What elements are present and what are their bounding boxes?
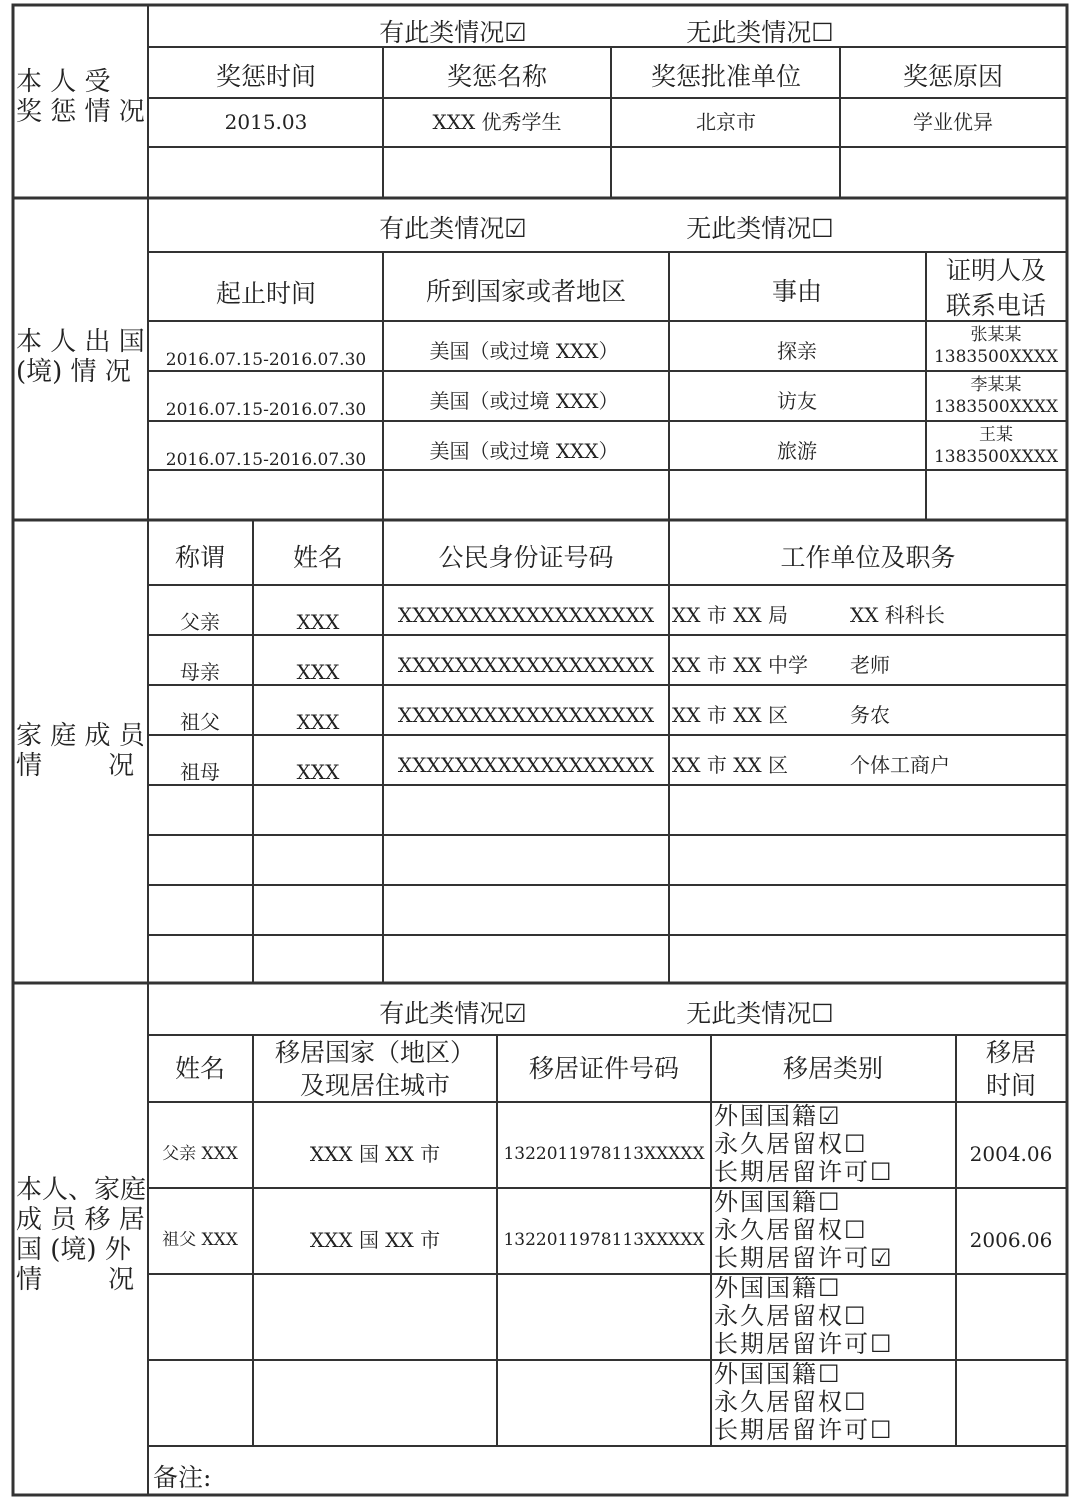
- family-section-label: 家 庭 成 员 情 况: [16, 721, 145, 781]
- family-row-position: 老师: [850, 653, 890, 677]
- family-row-position: 个体工商户: [850, 753, 950, 777]
- migration-option-foreign-nationality: 外国国籍☑: [714, 1102, 842, 1130]
- migration-header-category: 移居类别: [782, 1054, 884, 1083]
- travel-row-period: 2016.07.15-2016.07.30: [165, 350, 367, 370]
- family-row-id-number: XXXXXXXXXXXXXXXXXX: [397, 703, 655, 727]
- migration-none-checkbox: 无此类情况☐: [686, 999, 834, 1028]
- migration-option-long-term-residence: 长期居留许可☑: [714, 1244, 894, 1272]
- travel-header-witness-2: 联系电话: [945, 291, 1047, 320]
- family-row-name: XXX: [296, 660, 340, 684]
- travel-row-reason: 探亲: [777, 339, 817, 363]
- migration-header-country-2: 及现居住城市: [299, 1071, 451, 1100]
- travel-none-checkbox: 无此类情况☐: [686, 214, 834, 243]
- awards-none-checkbox: 无此类情况☐: [686, 18, 834, 47]
- travel-row-witness-name: 王某: [979, 425, 1013, 445]
- travel-row-period: 2016.07.15-2016.07.30: [165, 450, 367, 470]
- migration-header-name: 姓名: [174, 1054, 226, 1083]
- travel-row-reason: 访友: [777, 389, 817, 413]
- migration-row-name: 祖父 XXX: [162, 1230, 238, 1250]
- travel-row-witness-name: 张某某: [970, 325, 1022, 345]
- awards-header-name: 奖惩名称: [446, 62, 548, 91]
- family-row-relation: 母亲: [180, 660, 220, 684]
- travel-header-reason: 事由: [771, 277, 823, 306]
- travel-row-destination: 美国（或过境 XXX）: [429, 339, 619, 363]
- family-row-name: XXX: [296, 710, 340, 734]
- migration-row-certificate: 1322011978113XXXXX: [503, 1144, 705, 1164]
- travel-row-witness-phone: 1383500XXXX: [933, 397, 1059, 417]
- travel-row-destination: 美国（或过境 XXX）: [429, 439, 619, 463]
- migration-option-permanent-residence: 永久居留权☐: [714, 1216, 868, 1244]
- family-row-workplace: XX 市 XX 局: [672, 603, 789, 627]
- migration-row-place: XXX 国 XX 市: [309, 1142, 441, 1166]
- awards-row-name: XXX 优秀学生: [432, 110, 562, 134]
- family-row-position: 务农: [850, 703, 890, 727]
- migration-option-permanent-residence: 永久居留权☐: [714, 1302, 868, 1330]
- family-row-workplace: XX 市 XX 中学: [672, 653, 809, 677]
- awards-row-approver: 北京市: [696, 110, 756, 134]
- awards-row-time: 2015.03: [224, 110, 308, 134]
- family-header-workplace: 工作单位及职务: [780, 543, 956, 572]
- travel-row-period: 2016.07.15-2016.07.30: [165, 400, 367, 420]
- travel-row-destination: 美国（或过境 XXX）: [429, 389, 619, 413]
- family-header-id-number: 公民身份证号码: [438, 543, 614, 572]
- migration-option-long-term-residence: 长期居留许可☐: [714, 1158, 894, 1186]
- family-row-name: XXX: [296, 760, 340, 784]
- travel-row-reason: 旅游: [777, 439, 817, 463]
- family-row-id-number: XXXXXXXXXXXXXXXXXX: [397, 753, 655, 777]
- family-row-id-number: XXXXXXXXXXXXXXXXXX: [397, 603, 655, 627]
- travel-row-witness-phone: 1383500XXXX: [933, 447, 1059, 467]
- travel-header-witness-1: 证明人及: [945, 256, 1047, 285]
- awards-header-reason: 奖惩原因: [902, 62, 1004, 91]
- family-row-relation: 祖母: [180, 760, 220, 784]
- migration-row-place: XXX 国 XX 市: [309, 1228, 441, 1252]
- awards-has-checkbox: 有此类情况☑: [379, 18, 527, 47]
- migration-option-foreign-nationality: 外国国籍☐: [714, 1360, 842, 1388]
- migration-header-certificate: 移居证件号码: [528, 1054, 680, 1083]
- migration-header-time-1: 移居: [985, 1038, 1037, 1067]
- migration-header-country-1: 移居国家（地区）: [274, 1038, 476, 1067]
- migration-option-permanent-residence: 永久居留权☐: [714, 1130, 868, 1158]
- remark-label: 备注:: [153, 1463, 212, 1492]
- family-row-position: XX 科科长: [850, 603, 945, 627]
- travel-has-checkbox: 有此类情况☑: [379, 214, 527, 243]
- family-row-name: XXX: [296, 610, 340, 634]
- travel-header-period: 起止时间: [215, 279, 317, 308]
- travel-section-label: 本 人 出 国 (境) 情 况: [16, 327, 145, 387]
- travel-row-witness-name: 李某某: [970, 375, 1022, 395]
- awards-section-label: 本 人 受 奖 惩 情 况: [16, 67, 145, 127]
- migration-row-time: 2006.06: [969, 1228, 1053, 1252]
- migration-option-long-term-residence: 长期居留许可☐: [714, 1416, 894, 1444]
- migration-row-certificate: 1322011978113XXXXX: [503, 1230, 705, 1250]
- migration-row-time: 2004.06: [969, 1142, 1053, 1166]
- family-row-id-number: XXXXXXXXXXXXXXXXXX: [397, 653, 655, 677]
- family-row-workplace: XX 市 XX 区: [672, 703, 789, 727]
- migration-option-foreign-nationality: 外国国籍☐: [714, 1188, 842, 1216]
- family-header-relation: 称谓: [174, 543, 226, 572]
- migration-option-permanent-residence: 永久居留权☐: [714, 1388, 868, 1416]
- awards-row-reason: 学业优异: [913, 110, 993, 134]
- migration-option-foreign-nationality: 外国国籍☐: [714, 1274, 842, 1302]
- awards-header-approver: 奖惩批准单位: [650, 62, 802, 91]
- travel-header-destination: 所到国家或者地区: [425, 277, 627, 306]
- migration-has-checkbox: 有此类情况☑: [379, 999, 527, 1028]
- family-row-relation: 父亲: [180, 610, 220, 634]
- family-row-workplace: XX 市 XX 区: [672, 753, 789, 777]
- migration-option-long-term-residence: 长期居留许可☐: [714, 1330, 894, 1358]
- awards-header-time: 奖惩时间: [215, 62, 317, 91]
- family-row-relation: 祖父: [180, 710, 220, 734]
- migration-row-name: 父亲 XXX: [162, 1144, 238, 1164]
- migration-header-time-2: 时间: [985, 1071, 1037, 1100]
- travel-row-witness-phone: 1383500XXXX: [933, 347, 1059, 367]
- migration-section-label: 本人、家庭 成 员 移 居 国 (境) 外 情 况: [16, 1175, 147, 1295]
- family-header-name: 姓名: [292, 543, 344, 572]
